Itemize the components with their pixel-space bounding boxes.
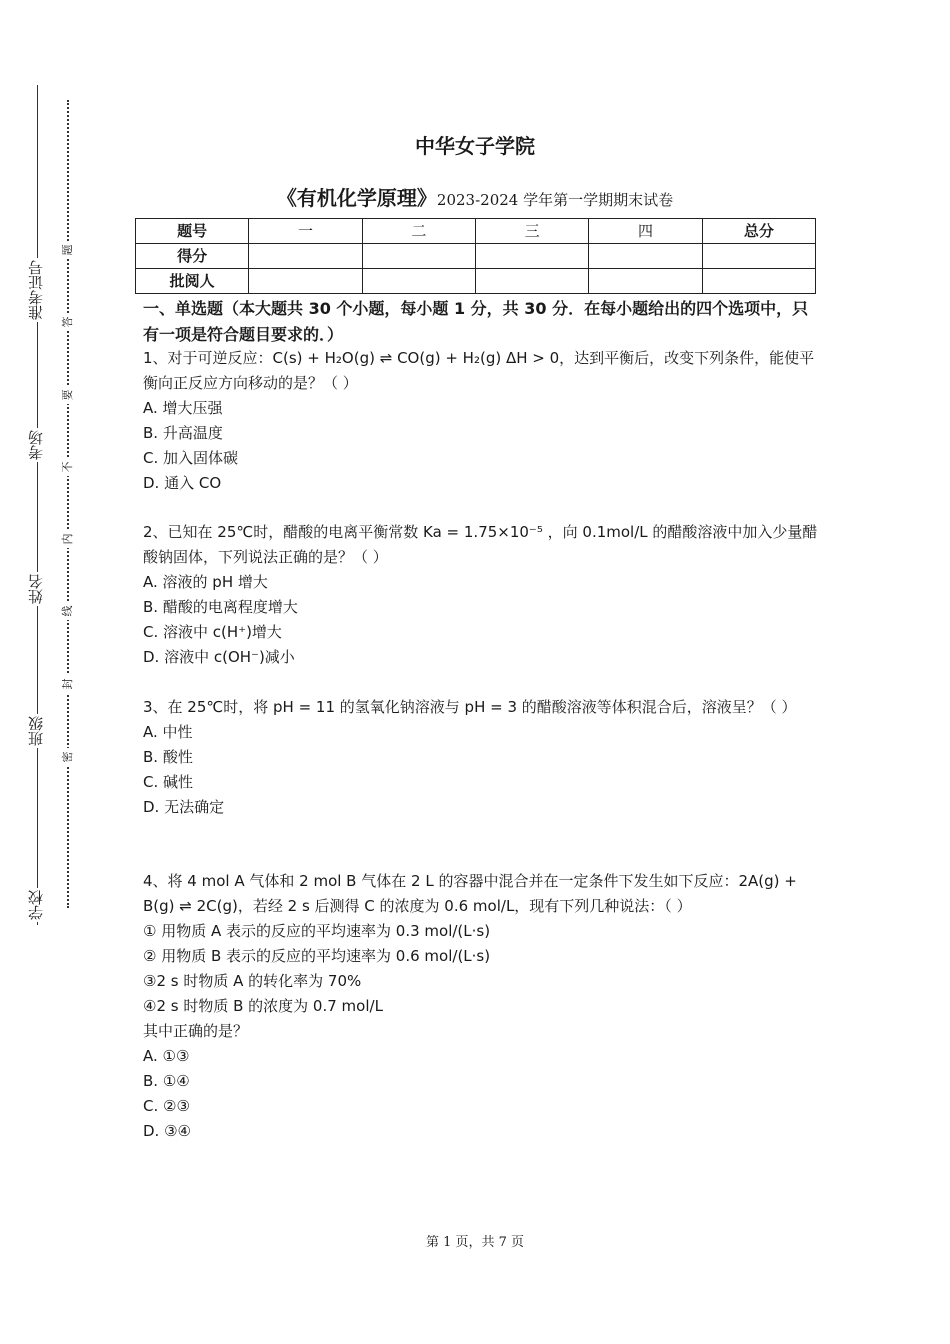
score-header-cell: 总分 xyxy=(702,219,815,244)
question-prompt: 其中正确的是？ xyxy=(143,1022,249,1040)
exam-subtitle xyxy=(0,182,950,211)
field-school-label: 学校 xyxy=(22,888,50,922)
seal-char: 密 xyxy=(61,748,75,766)
option-d: D. ③④ xyxy=(143,1122,191,1140)
score-header-cell: 一 xyxy=(249,219,362,244)
seal-char: 封 xyxy=(61,675,75,693)
score-cell xyxy=(475,244,588,269)
reviewer-cell xyxy=(475,269,588,294)
score-row-label: 得分 xyxy=(136,244,249,269)
field-name-label: 姓名 xyxy=(22,572,50,606)
reviewer-cell xyxy=(362,269,475,294)
school-title: 中华女子学院 xyxy=(415,134,535,158)
reviewer-cell xyxy=(589,269,702,294)
option-d: D. 溶液中 c(OH⁻)减小 xyxy=(143,648,295,666)
question-stem: 4、将 4 mol A 气体和 2 mol B 气体在 2 L 的容器中混合并在一定条件下发生如下反应：2A(g) + B(g) ⇌ 2C(g)，若经 2 s 后测得 C 的浓度为 0.6 mol/L，现有下列几种说法：（ ） xyxy=(143,872,797,915)
option-a: A. ①③ xyxy=(143,1047,190,1065)
question-1 xyxy=(143,346,823,496)
score-header-cell: 三 xyxy=(475,219,588,244)
option-a: A. 增大压强 xyxy=(143,399,223,417)
question-stem: 2、已知在 25℃时，醋酸的电离平衡常数 Ka = 1.75×10⁻⁵ ，向 0.1mol/L 的醋酸溶液中加入少量醋酸钠固体，下列说法正确的是？（ ） xyxy=(143,523,818,566)
score-row xyxy=(136,244,816,269)
question-stem: 3、在 25℃时，将 pH = 11 的氢氧化钠溶液与 pH = 3 的醋酸溶液等体积混合后，溶液呈？（ ） xyxy=(143,698,797,716)
score-cell xyxy=(362,244,475,269)
score-cell xyxy=(589,244,702,269)
option-c: C. 碱性 xyxy=(143,773,194,791)
question-stem: 1、对于可逆反应：C(s) + H₂O(g) ⇌ CO(g) + H₂(g) ΔH > 0，达到平衡后，改变下列条件，能使平衡向正反应方向移动的是？（ ） xyxy=(143,349,815,392)
option-c: C. ②③ xyxy=(143,1097,190,1115)
field-exam-number-label: 准考证号 xyxy=(22,258,50,322)
page-number: 第 1 页，共 7 页 xyxy=(425,1235,525,1250)
score-cell xyxy=(702,244,815,269)
question-3 xyxy=(143,695,823,820)
option-c: C. 溶液中 c(H⁺)增大 xyxy=(143,623,282,641)
reviewer-cell xyxy=(249,269,362,294)
score-header-cell: 四 xyxy=(589,219,702,244)
reviewer-row-label: 批阅人 xyxy=(136,269,249,294)
score-header-cell: 二 xyxy=(362,219,475,244)
field-class-label: 班级 xyxy=(22,714,50,748)
option-c: C. 加入固体碳 xyxy=(143,449,239,467)
reviewer-row xyxy=(136,269,816,294)
seal-char: 内 xyxy=(61,530,75,548)
score-table xyxy=(135,218,816,294)
option-d: D. 无法确定 xyxy=(143,798,225,816)
statement-line: ① 用物质 A 表示的反应的平均速率为 0.3 mol/(L·s) xyxy=(143,922,491,940)
option-b: B. 酸性 xyxy=(143,748,193,766)
option-b: B. ①④ xyxy=(143,1072,190,1090)
option-a: A. 中性 xyxy=(143,723,193,741)
field-exam-room-label: 考场 xyxy=(22,428,50,462)
option-a: A. 溶液的 pH 增大 xyxy=(143,573,268,591)
option-b: B. 升高温度 xyxy=(143,424,223,442)
seal-char: 答 xyxy=(61,313,75,331)
score-cell xyxy=(249,244,362,269)
seal-char: 要 xyxy=(61,386,75,404)
option-d: D. 通入 CO xyxy=(143,474,222,492)
binding-solid-line xyxy=(37,85,38,925)
score-table-header-row xyxy=(136,219,816,244)
section-heading: 一、单选题（本大题共 30 个小题，每小题 1 分，共 30 分．在每小题给出的四个选项中，只有一项是符合题目要求的．） xyxy=(143,299,809,344)
statement-line: ④2 s 时物质 B 的浓度为 0.7 mol/L xyxy=(143,997,383,1015)
statement-line: ③2 s 时物质 A 的转化率为 70% xyxy=(143,972,362,990)
question-4 xyxy=(143,869,823,1144)
reviewer-cell xyxy=(702,269,815,294)
seal-char: 线 xyxy=(61,602,75,620)
course-name: 《有机化学原理》 xyxy=(276,186,437,210)
term-text: 2023-2024 学年第一学期期末试卷 xyxy=(436,191,674,209)
seal-dotted-line xyxy=(67,100,69,908)
option-b: B. 醋酸的电离程度增大 xyxy=(143,598,298,616)
question-2 xyxy=(143,520,823,670)
score-header-cell: 题号 xyxy=(136,219,249,244)
seal-char: 不 xyxy=(61,458,75,476)
statement-line: ② 用物质 B 表示的反应的平均速率为 0.6 mol/(L·s) xyxy=(143,947,491,965)
seal-char: 题 xyxy=(61,241,75,259)
